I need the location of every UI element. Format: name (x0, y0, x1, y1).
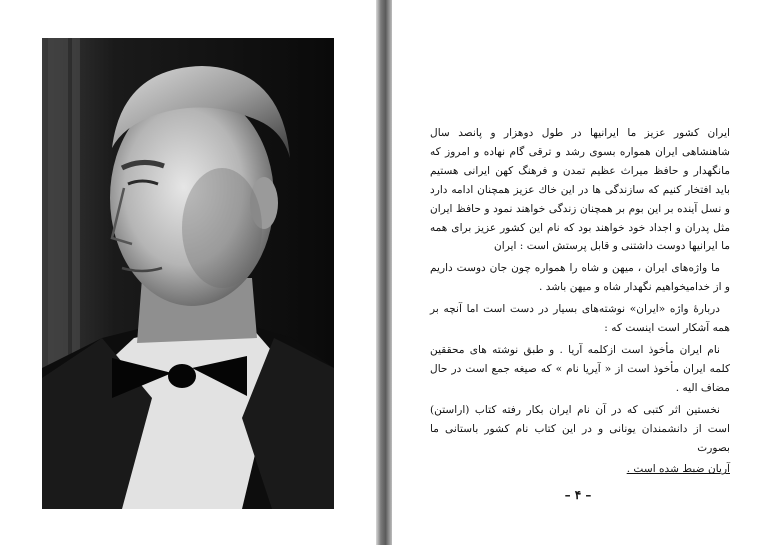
body-text (430, 124, 730, 482)
page-number: – ۴ – (564, 488, 592, 502)
left-page (0, 0, 376, 545)
paragraph: نام ایران مأخوذ است ازکلمه آریا . و طبق نوشته های محققین کلمه ایران مأخوذ است از « آیریا نام » که صیغه جمع است در حال مضاف الیه . (430, 343, 730, 394)
portrait-image (42, 38, 334, 509)
paragraph: نخستین اثر کتبی که در آن نام ایران بکار رفته کتاب (اراستن) است از دانشمندان یونانی و در این کتاب نام کشور باستانی ما بصورت (430, 403, 730, 454)
paragraph: دربارهٔ واژه «ایران» نوشته‌های بسیار در دست است اما آنچه بر همه آشکار است اینست که : (430, 303, 730, 335)
book-gutter (376, 0, 392, 545)
paragraph-last-line: آریان ضبط شده است . (626, 463, 730, 476)
paragraph: ما واژه‌های ایران ، میهن و شاه را همواره چون جان دوست داریم و از خدامیخواهیم نگهدار شاه و میهن باشد . (430, 262, 730, 294)
portrait-photo (42, 38, 334, 509)
paragraph: ایران کشور عزیز ما ایرانیها در طول دوهزار و پانصد سال شاهنشاهی ایران همواره بسوی رشد و ترقی گام نهاده و امروز که مانگهدار و حافظ میراث عظیم تمدن و فرهنگ کهن ایرانی هستیم باید افتخار کنیم که سازندگی ها در این خاك عزیز همچنان ادامه دارد و نسل آینده بر این بوم بر همچنان زندگی خواهند نمود و حافظ ایران مثل پدران و اجداد خود خواهند بود که نام این کشور عزیز برای همه ما ایرانیها دوست داشتنی و قابل پرستش است : ایران (430, 127, 730, 253)
